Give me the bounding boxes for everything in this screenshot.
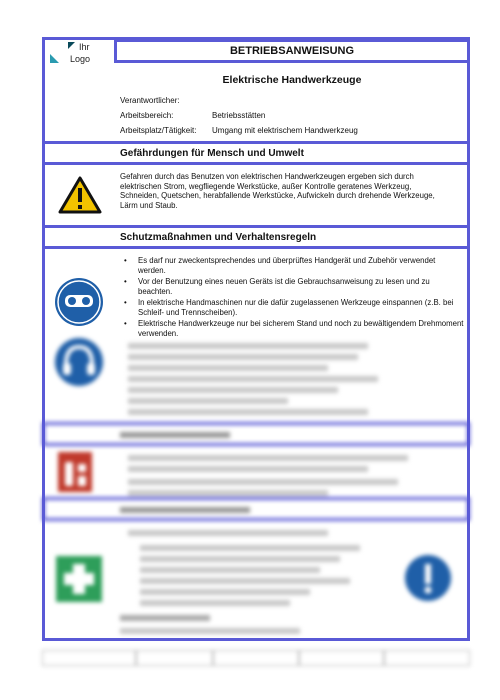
info-value: Umgang mit elektrischem Handwerkzeug [212, 126, 358, 135]
blurred-text-line [140, 600, 290, 606]
blurred-section-bar [42, 497, 470, 521]
logo-mark-accent-icon [68, 42, 75, 49]
info-label: Arbeitsbereich: [120, 111, 174, 120]
info-icon [404, 554, 452, 602]
blurred-text-line [140, 589, 310, 595]
section-protection-title: Schutzmaßnahmen und Verhaltensregeln [42, 225, 470, 249]
list-item: • In elektrische Handmaschinen nur die dafür zugelassenen Werkzeuge einspannen (z.B. bei Schleif- und Trennscheiben). [120, 298, 465, 317]
footer-table [42, 650, 470, 666]
info-row-area [120, 111, 265, 120]
blurred-text-line [140, 545, 360, 551]
blurred-text-line [120, 628, 300, 634]
info-row-responsible [120, 96, 212, 105]
blurred-text-line [120, 615, 210, 621]
protection-bullet-list [120, 256, 465, 340]
list-item: • Elektrische Handwerkzeuge nur bei sicherem Stand und noch zu bewältigendem Drehmoment verwenden. [120, 319, 465, 338]
blurred-text-line [128, 354, 358, 360]
blurred-text-line [128, 455, 408, 461]
blurred-section-bar [42, 422, 470, 446]
footer-cell [299, 650, 385, 666]
footer-cell [213, 650, 299, 666]
blurred-text-line [128, 530, 328, 536]
blurred-text-line [128, 343, 368, 349]
blurred-text-line [128, 479, 398, 485]
logo-line2: Logo [70, 54, 91, 64]
blurred-text-line [128, 365, 328, 371]
blurred-text-line [128, 398, 288, 404]
blurred-text-line [140, 567, 320, 573]
list-item: • Vor der Benutzung eines neuen Geräts ist die Gebrauchsanweisung zu lesen und zu beachten. [120, 277, 465, 296]
document-title: BETRIEBSANWEISUNG [114, 39, 470, 63]
section-hazards-title: Gefährdungen für Mensch und Umwelt [42, 141, 470, 165]
goggles-icon [54, 277, 104, 327]
ear-protection-icon [54, 337, 104, 387]
blurred-text-line [128, 490, 328, 496]
blurred-text-line [128, 387, 338, 393]
footer-cell [136, 650, 213, 666]
fire-extinguisher-icon [58, 452, 92, 492]
blurred-text-line [128, 466, 368, 472]
logo-mark-icon [50, 54, 59, 63]
logo [48, 42, 110, 68]
footer-cell [42, 650, 136, 666]
blurred-text-line [128, 409, 368, 415]
info-row-workplace [120, 126, 358, 135]
info-label: Verantwortlicher: [120, 96, 180, 105]
info-value: Betriebsstätten [212, 111, 266, 120]
blurred-text-line [128, 376, 378, 382]
blurred-text-line [140, 556, 340, 562]
logo-line1: Ihr [79, 42, 90, 52]
footer-cell [384, 650, 470, 666]
document-subtitle: Elektrische Handwerkzeuge [222, 74, 362, 86]
first-aid-icon [56, 556, 102, 602]
section-hazards-text: Gefahren durch das Benutzen von elektrischen Handwerkzeugen ergeben sich durch elektrischen Strom, wegfliegende Werkstücke, außer Kontrolle geratenes Werkzeug, Schneiden, Quetschen, herabfallende Werkstücke, Aufwickeln durch drehende Werkzeuge, Lärm und Staub. [120, 172, 435, 210]
warning-triangle-icon [58, 176, 102, 214]
list-item: • Es darf nur zweckentsprechendes und überprüftes Handgerät und Zubehör verwendet werden. [120, 256, 465, 275]
blurred-text-line [140, 578, 350, 584]
info-label: Arbeitsplatz/Tätigkeit: [120, 126, 197, 135]
